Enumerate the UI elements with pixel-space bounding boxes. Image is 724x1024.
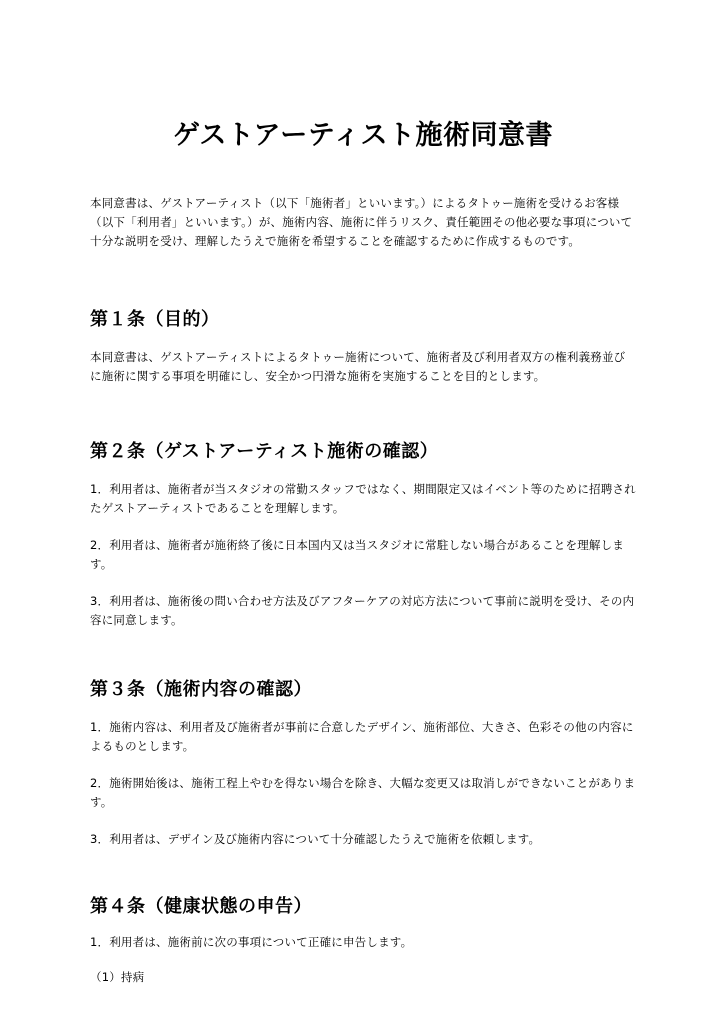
article-2-clause-2: 2．利用者は、施術者が施術終了後に日本国内又は当スタジオに常駐しない場合があることを理解します。 <box>90 538 625 571</box>
article-4 <box>90 893 636 987</box>
article-3-heading: 第３条（施術内容の確認） <box>90 679 312 700</box>
document-title: ゲストアーティスト施術同意書 <box>172 120 554 151</box>
article-2-clause-3: 3．利用者は、施術後の問い合わせ方法及びアフターケアの対応方法について事前に説明を受け、その内容に同意します。 <box>90 594 635 627</box>
article-4-clause-1: 1．利用者は、施術前に次の事項について正確に申告します。 <box>90 935 413 949</box>
article-4-sub-item-1: （1）持病 <box>90 970 145 984</box>
intro-paragraph: 本同意書は、ゲストアーティスト（以下「施術者」といいます。）によるタトゥー施術を受けるお客様（以下「利用者」といいます。）が、施術内容、施術に伴うリスク、責任範囲その他必要な事項について十分な説明を受け、理解したうえで施術を希望することを確認するために作成するものです。 <box>90 196 633 248</box>
article-1 <box>90 306 636 386</box>
article-3-clause-3: 3．利用者は、デザイン及び施術内容について十分確認したうえで施術を依頼します。 <box>90 832 541 846</box>
article-2-heading: 第２条（ゲストアーティスト施術の確認） <box>90 441 439 462</box>
article-1-heading: 第１条（目的） <box>90 309 220 330</box>
article-3-clause-2: 2．施術開始後は、施術工程上やむを得ない場合を除き、大幅な変更又は取消しができないことがあります。 <box>90 776 636 809</box>
article-4-heading: 第４条（健康状態の申告） <box>90 896 312 917</box>
article-2-clause-1: 1．利用者は、施術者が当スタジオの常勤スタッフではなく、期間限定又はイベント等のために招聘されたゲストアーティストであることを理解します。 <box>90 482 636 515</box>
article-3-clause-1: 1．施術内容は、利用者及び施術者が事前に合意したデザイン、施術部位、大きさ、色彩その他の内容によるものとします。 <box>90 720 634 753</box>
article-2 <box>90 438 636 630</box>
article-3 <box>90 676 636 849</box>
article-1-paragraph: 本同意書は、ゲストアーティストによるタトゥー施術について、施術者及び利用者双方の権利義務並びに施術に関する事項を明確にし、安全かつ円滑な施術を実施することを目的とします。 <box>90 350 626 383</box>
